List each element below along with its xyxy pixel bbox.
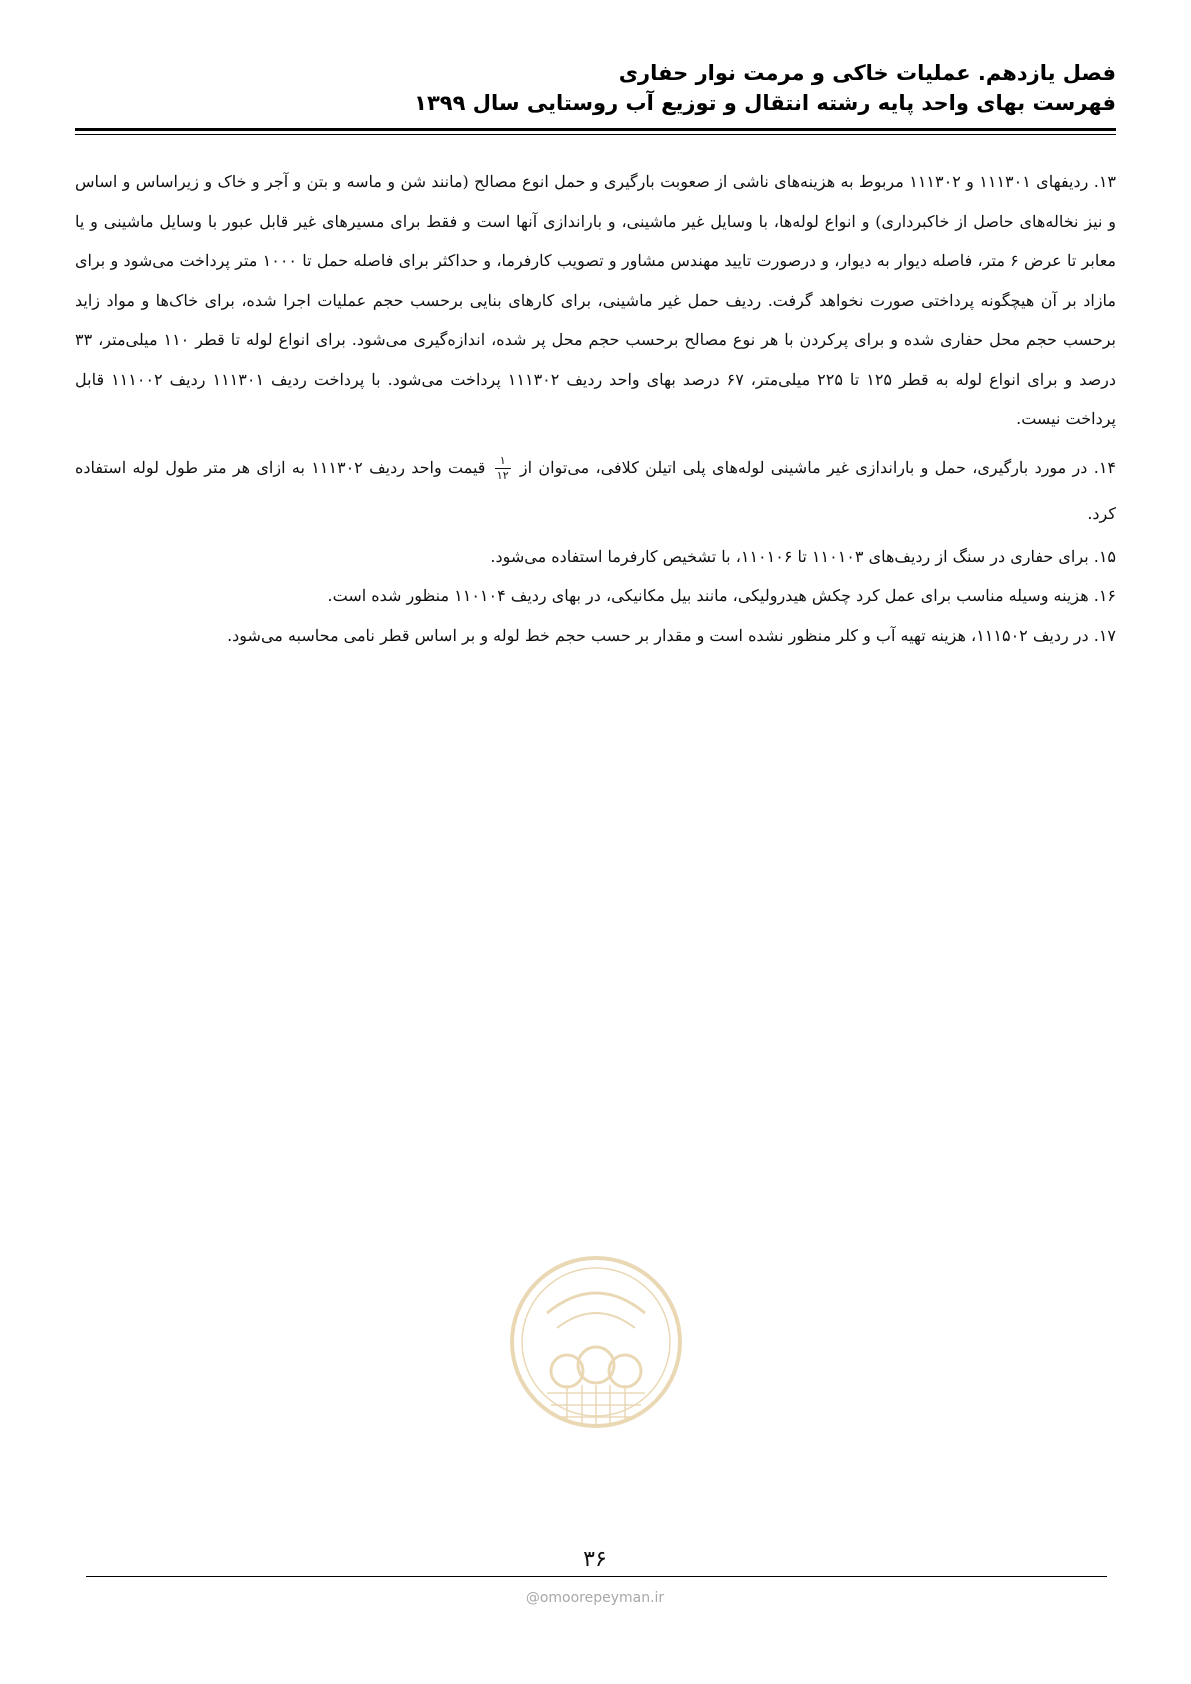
paragraph-14-text-before: ۱۴. در مورد بارگیری، حمل و باراندازی غیر ماشینی لوله‌های پلی اتیلن کلافی، می‌توان از bbox=[519, 457, 1116, 477]
footer-rule bbox=[86, 1576, 1107, 1577]
paragraph-14-text-after: قیمت واحد ردیف ۱۱۱۳۰۲ به ازای هر متر طول لوله استفاده کرد. bbox=[75, 457, 1116, 523]
fraction-one-twelfth bbox=[495, 454, 511, 483]
site-watermark: @omoorepeyman.ir bbox=[525, 1590, 665, 1606]
chapter-title: فصل یازدهم. عملیات خاکی و مرمت نوار حفاری bbox=[618, 61, 1116, 85]
watermark-logo bbox=[507, 1253, 685, 1431]
page-header bbox=[75, 58, 1116, 118]
fraction-denominator: ۱۲ bbox=[496, 468, 509, 482]
header-rule-thin bbox=[75, 134, 1116, 135]
paragraph-16: ۱۶. هزینه وسیله مناسب برای عمل کرد چکش هیدرولیکی، مانند بیل مکانیکی، در بهای ردیف ۱۱۰۱۰۴ منظور شده است. bbox=[327, 586, 1116, 605]
paragraph-17: ۱۷. در ردیف ۱۱۱۵۰۲، هزینه تهیه آب و کلر منظور نشده است و مقدار بر حسب حجم خط لوله و بر اساس قطر نامی محاسبه می‌شود. bbox=[227, 625, 1116, 645]
seal-logo-icon bbox=[507, 1253, 685, 1431]
header-rule-thick bbox=[75, 128, 1116, 131]
fraction-numerator: ۱ bbox=[499, 453, 506, 467]
paragraph-14 bbox=[75, 445, 1116, 537]
paragraph-15: ۱۵. برای حفاری در سنگ از ردیف‌های ۱۱۰۱۰۳ تا ۱۱۰۱۰۶، با تشخیص کارفرما استفاده می‌شود. bbox=[490, 546, 1116, 566]
paragraph-13: ۱۳. ردیفهای ۱۱۱۳۰۱ و ۱۱۱۳۰۲ مربوط به هزینه‌های ناشی از صعوبت بارگیری و حمل انوع مصالح (مانند شن و ماسه و بتن و آجر و خاک و زیراساس و اساس و نیز نخاله‌های حاصل از خاکبرداری) و انواع لوله‌ها، با وسایل غیر ماشینی، و باراندازی آنها است و فقط برای مسیرهای غیر قابل عبور با وسایل ماشینی و یا معابر تا عرض ۶ متر، فاصله دیوار به دیوار، و درصورت تایید مهندس مشاور و تصویب کارفرما، و حداکثر برای فاصله حمل تا ۱۰۰۰ متر پرداخت می‌شود و برای مازاد بر آن هیچگونه پرداختی صورت نخواهد گرفت. ردیف حمل غیر ماشینی، برای کارهای بنایی برحسب حجم عملیات اجرا شده، برای خاک‌ها و مواد زاید برحسب حجم محل حفاری شده و برای پرکردن با هر نوع مصالح برحسب حجم محل پر شده، اندازه‌گیری می‌شود. برای انواع لوله تا قطر ۱۱۰ میلی‌متر، ۳۳ درصد و برای انواع لوله به قطر ۱۲۵ تا ۲۲۵ میلی‌متر، ۶۷ درصد بهای واحد ردیف ۱۱۱۳۰۲ پرداخت می‌شود. با پرداخت ردیف ۱۱۱۳۰۱ ردیف ۱۱۱۰۰۲ قابل پرداخت نیست. bbox=[75, 172, 1117, 428]
body-text bbox=[75, 162, 1116, 655]
page-number: ۳۶ bbox=[560, 1545, 630, 1575]
book-title: فهرست بهای واحد پایه رشته انتقال و توزیع آب روستایی سال ۱۳۹۹ bbox=[414, 91, 1116, 115]
